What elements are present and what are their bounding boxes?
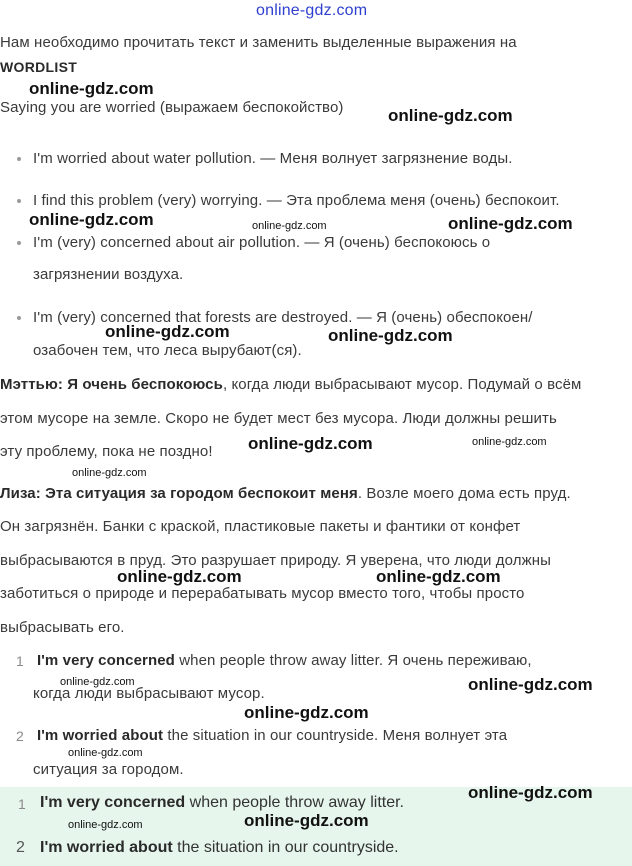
- final-answer-item: [40, 839, 399, 857]
- matthew-line-3: эту проблему, пока не поздно!: [0, 443, 213, 460]
- final-answer-number: 1: [18, 796, 26, 812]
- matthew-text: , когда люди выбрасывают мусор. Подумай о всём: [222, 376, 582, 393]
- final-answer-phrase: I'm very concerned: [40, 794, 186, 811]
- intro-line: Нам необходимо прочитать текст и заменить выделенные выражения на: [0, 34, 517, 51]
- bullet-item: I'm (very) concerned that forests are destroyed. — Я (очень) обеспокоен/: [33, 309, 533, 326]
- answer-number: 1: [16, 653, 24, 669]
- watermark: online-gdz.com: [105, 322, 230, 341]
- matthew-line-2: этом мусоре на земле. Скоро не будет мест без мусора. Люди должны решить: [0, 410, 557, 427]
- answer-number: 2: [16, 728, 24, 744]
- bullet-dot: [17, 199, 21, 203]
- bullet-dot: [17, 316, 21, 320]
- final-answer-item: [40, 794, 404, 812]
- bullet-dot: [17, 157, 21, 161]
- final-answer-text: the situation in our countryside.: [172, 839, 399, 856]
- answer-item: [37, 652, 532, 669]
- bullet-item-continuation: загрязнении воздуха.: [33, 266, 184, 283]
- watermark: online-gdz.com: [68, 819, 143, 831]
- liza-line-1: [0, 485, 571, 502]
- final-answer-number: 2: [16, 839, 25, 856]
- liza-line-3: выбрасываются в пруд. Это разрушает природу. Я уверена, что люди должны: [0, 552, 551, 569]
- watermark: online-gdz.com: [117, 567, 242, 586]
- bullet-item: I find this problem (very) worrying. — Эта проблема меня (очень) беспокоит.: [33, 192, 560, 209]
- watermark: online-gdz.com: [72, 467, 147, 479]
- watermark: online-gdz.com: [468, 783, 593, 802]
- bullet-item: I'm (very) concerned about air pollution. — Я (очень) беспокоюсь о: [33, 234, 491, 251]
- liza-text: . Возле моего дома есть пруд.: [357, 485, 571, 502]
- bullet-item-continuation: озабочен тем, что леса вырубают(ся).: [33, 342, 302, 359]
- final-answer-text: when people throw away litter.: [185, 794, 404, 811]
- watermark: online-gdz.com: [244, 811, 369, 830]
- answer-text: when people throw away litter. Я очень переживаю,: [174, 652, 532, 669]
- watermark: online-gdz.com: [388, 106, 513, 125]
- liza-line-5: выбрасывать его.: [0, 619, 125, 636]
- watermark-top: online-gdz.com: [256, 2, 368, 19]
- watermark: online-gdz.com: [248, 434, 373, 453]
- answer-continuation: когда люди выбрасывают мусор.: [33, 685, 265, 702]
- answer-item: [37, 727, 507, 744]
- liza-line-2: Он загрязнён. Банки с краской, пластиковые пакеты и фантики от конфет: [0, 518, 521, 535]
- wordlist-label: WORDLIST: [0, 59, 78, 75]
- watermark: online-gdz.com: [244, 703, 369, 722]
- liza-line-4: заботиться о природе и перерабатывать мусор вместо того, чтобы просто: [0, 585, 525, 602]
- answer-text: the situation in our countryside. Меня волнует эта: [163, 727, 508, 744]
- watermark: online-gdz.com: [468, 675, 593, 694]
- bullet-dot: [17, 241, 21, 245]
- liza-speaker-phrase: Лиза: Эта ситуация за городом беспокоит меня: [0, 485, 358, 502]
- watermark: online-gdz.com: [376, 567, 501, 586]
- watermark: online-gdz.com: [29, 79, 154, 98]
- bullet-item: I'm worried about water pollution. — Меня волнует загрязнение воды.: [33, 150, 513, 167]
- matthew-line-1: [0, 376, 581, 393]
- watermark: online-gdz.com: [252, 220, 327, 232]
- answer-continuation: ситуация за городом.: [33, 761, 184, 778]
- watermark: online-gdz.com: [29, 210, 154, 229]
- watermark: online-gdz.com: [448, 214, 573, 233]
- section-heading: Saying you are worried (выражаем беспокойство): [0, 99, 344, 116]
- final-answer-phrase: I'm worried about: [40, 839, 173, 856]
- matthew-speaker-phrase: Мэттью: Я очень беспокоюсь: [0, 376, 223, 393]
- answer-phrase: I'm very concerned: [37, 652, 175, 669]
- watermark: online-gdz.com: [472, 436, 547, 448]
- watermark: online-gdz.com: [68, 747, 143, 759]
- watermark: online-gdz.com: [60, 676, 135, 688]
- answer-phrase: I'm worried about: [37, 727, 164, 744]
- watermark: online-gdz.com: [328, 326, 453, 345]
